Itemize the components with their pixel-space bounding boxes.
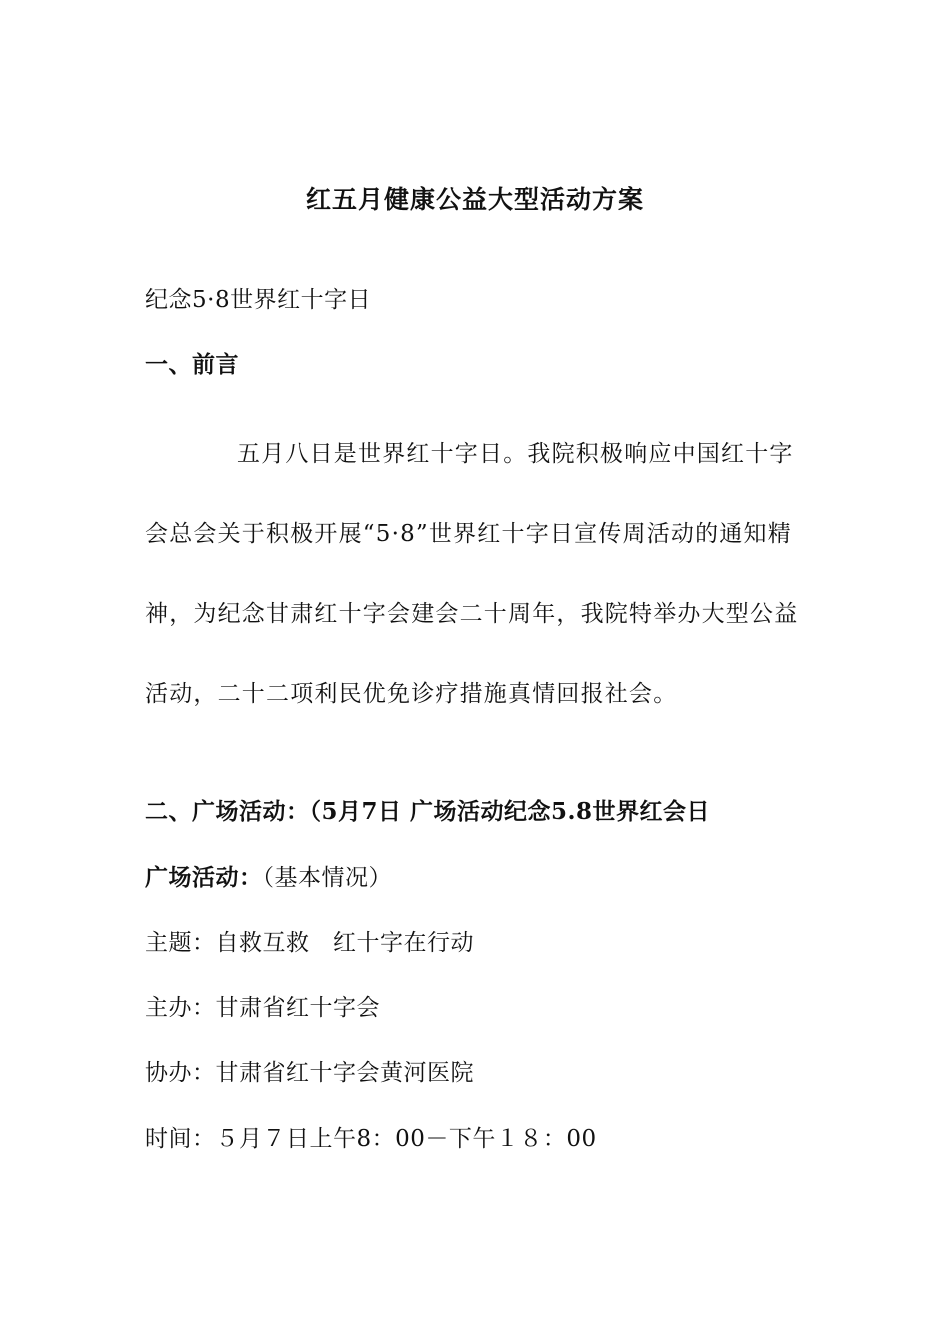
co-organizer-line: 协办：甘肃省红十字会黄河医院 bbox=[145, 1060, 474, 1086]
theme-line: 主题：自救互救 红十字在行动 bbox=[145, 930, 474, 956]
section-heading-square-activity-label: 二、广场活动： bbox=[145, 798, 310, 825]
section-heading-preface: 一、前言 bbox=[145, 351, 239, 378]
document-subtitle: 纪念5·8世界红十字日 bbox=[145, 287, 372, 313]
time-line: 时间：５月７日上午8：00－下午１８：00 bbox=[145, 1126, 597, 1152]
section-heading-square-activity-detail: （5月7日 广场活动纪念5.8世界红会日 bbox=[309, 798, 711, 825]
square-activity-label: 广场活动： bbox=[145, 864, 263, 891]
section-heading-square-activity bbox=[145, 797, 710, 827]
preface-paragraph: 五月八日是世界红十字日。我院积极响应中国红十字会总会关于积极开展“5·8”世界红十字日宣传周活动的通知精神，为纪念甘肃红十字会建会二十周年，我院特举办大型公益活动，二十二项利民优免诊疗措施真情回报社会。 bbox=[145, 441, 799, 707]
document-title: 红五月健康公益大型活动方案 bbox=[305, 185, 644, 214]
square-activity-note: （基本情况） bbox=[262, 865, 392, 891]
organizer-line: 主办：甘肃省红十字会 bbox=[145, 995, 380, 1021]
square-activity-subheading bbox=[145, 863, 392, 893]
